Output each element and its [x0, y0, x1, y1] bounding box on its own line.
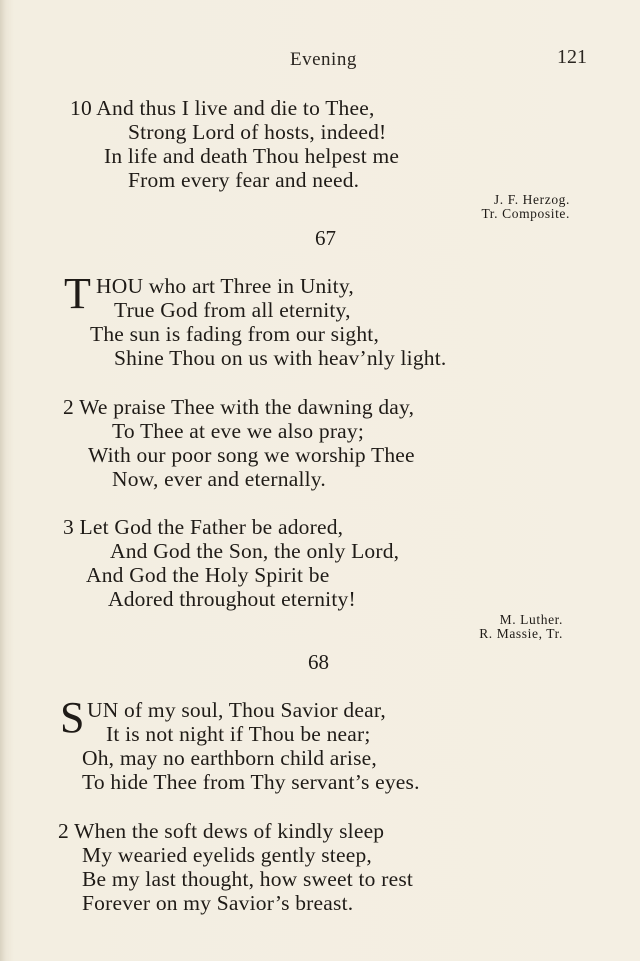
translator-credit: Tr. Composite. [481, 206, 570, 221]
verse-line: Strong Lord of hosts, indeed! [128, 120, 387, 144]
verse-line: Adored throughout eternity! [108, 587, 356, 611]
verse-line: HOU who art Three in Unity, [96, 274, 354, 298]
verse-line: True God from all eternity, [114, 298, 351, 322]
verse-line: 10 And thus I live and die to Thee, [70, 96, 375, 120]
verse-line: From every fear and need. [128, 168, 360, 192]
hymn-number: 67 [315, 226, 336, 250]
verse-line: The sun is fading from our sight, [90, 322, 380, 346]
verse-line: And God the Holy Spirit be [86, 563, 330, 587]
verse-line: It is not night if Thou be near; [106, 722, 371, 746]
verse-line: Shine Thou on us with heav’nly light. [114, 346, 447, 370]
verse-line: UN of my soul, Thou Savior dear, [87, 698, 386, 722]
author-credit: J. F. Herzog. [493, 192, 570, 207]
running-title: Evening [290, 49, 357, 70]
page-number: 121 [557, 46, 587, 68]
verse-line: My wearied eyelids gently steep, [82, 843, 372, 867]
drop-cap: S [60, 693, 85, 742]
verse-line: 2 We praise Thee with the dawning day, [63, 395, 415, 419]
translator-credit: R. Massie, Tr. [479, 626, 563, 641]
verse-line: In life and death Thou helpest me [104, 144, 400, 168]
verse-line: To Thee at eve we also pray; [112, 419, 365, 443]
verse-line: Oh, may no earthborn child arise, [82, 746, 377, 770]
verse-line: 2 When the soft dews of kindly sleep [58, 819, 385, 843]
verse-line: To hide Thee from Thy servant’s eyes. [82, 770, 420, 794]
verse-line: And God the Son, the only Lord, [110, 539, 400, 563]
drop-cap: T [64, 269, 91, 318]
verse-line: Be my last thought, how sweet to rest [82, 867, 414, 891]
author-credit: M. Luther. [499, 612, 563, 627]
verse-line: Now, ever and eternally. [112, 467, 326, 491]
verse-line: Forever on my Savior’s breast. [82, 891, 354, 915]
verse-line: With our poor song we worship Thee [88, 443, 415, 467]
hymn-number: 68 [308, 650, 329, 674]
verse-line: 3 Let God the Father be adored, [63, 515, 344, 539]
